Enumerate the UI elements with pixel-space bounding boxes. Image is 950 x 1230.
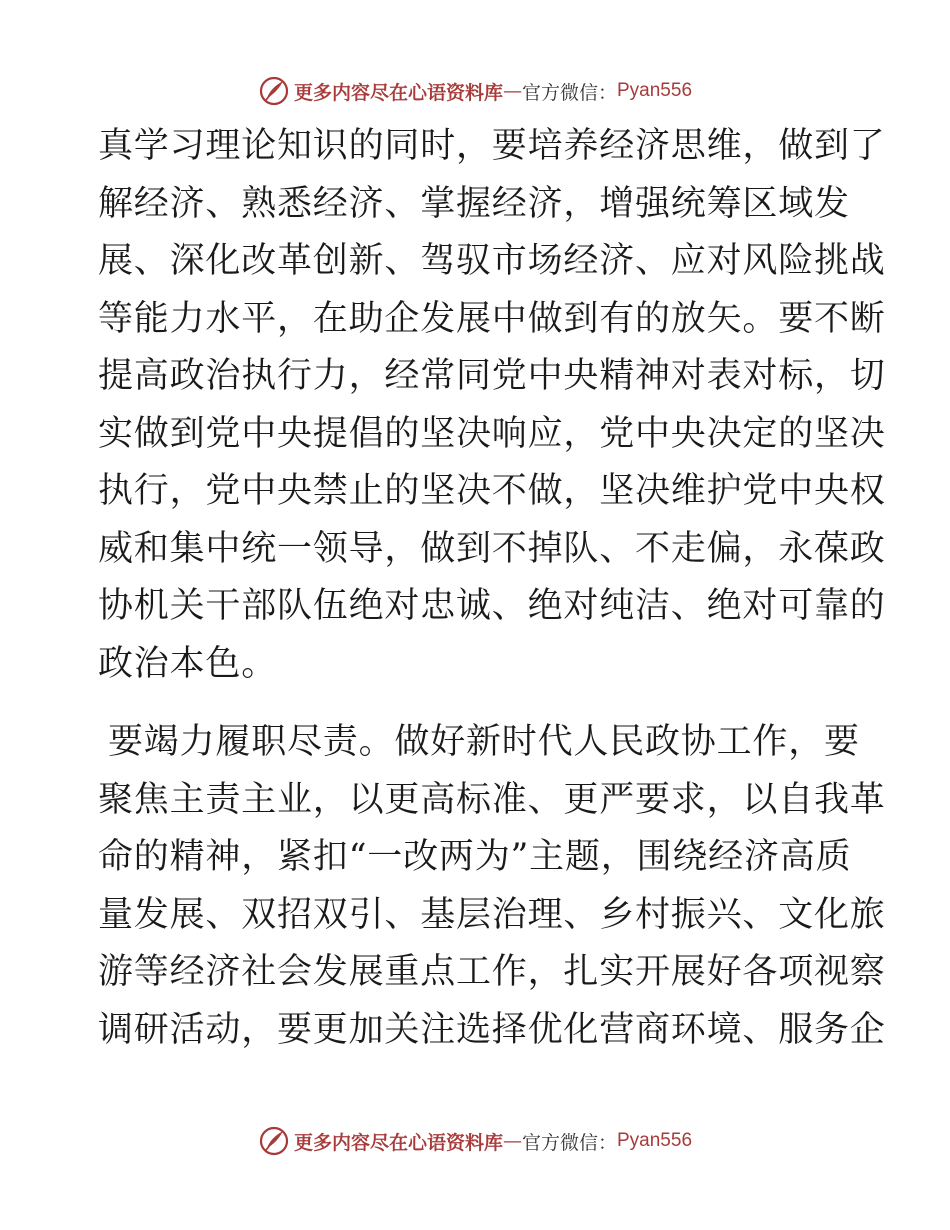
- text-line: 协机关干部队伍绝对忠诚、绝对纯洁、绝对可靠的: [98, 586, 886, 626]
- text-line: 执行，党中央禁止的坚决不做，坚决维护党中央权: [98, 471, 886, 511]
- quill-circle-icon: [258, 75, 290, 107]
- watermark-separator: —: [502, 80, 522, 102]
- text-line: 命的精神，紧扣“一改两为”主题，围绕经济高质: [98, 837, 852, 877]
- text-line: 政治本色。: [98, 643, 278, 684]
- footer-watermark: [0, 1124, 950, 1158]
- text-line: 等能力水平，在助企发展中做到有的放矢。要不断: [98, 298, 886, 339]
- text-line: 提高政治执行力，经常同党中央精神对表对标，切: [98, 356, 886, 396]
- watermark-wechat-label: 官方微信：: [521, 1131, 617, 1154]
- paragraph: [98, 118, 886, 693]
- text-line: 聚焦主责主业，以更高标准、更严要求，以自我革: [98, 779, 886, 820]
- text-line: 威和集中统一领导，做到不掉队、不走偏，永葆政: [98, 528, 886, 569]
- document-body: [98, 118, 886, 1059]
- header-watermark: [0, 74, 950, 108]
- text-line: 游等经济社会发展重点工作，扎实开展好各项视察: [98, 952, 886, 992]
- watermark-wechat-label: 官方微信：: [521, 81, 617, 104]
- quill-circle-icon: [258, 1125, 290, 1157]
- paragraph-gap: [98, 693, 858, 714]
- text-line: 真学习理论知识的同时，要培养经济思维，做到了: [98, 126, 886, 166]
- paragraph: [98, 714, 886, 1059]
- watermark-brand: 更多内容尽在心语资料库: [293, 81, 503, 104]
- text-line: 展、深化改革创新、驾驭市场经济、应对风险挑战: [98, 241, 886, 281]
- text-line: 要竭力履职尽责。做好新时代人民政协工作，要: [108, 722, 860, 762]
- watermark-wechat-id: Pyan556: [617, 1130, 693, 1151]
- text-line: 解经济、熟悉经济、掌握经济，增强统筹区域发: [98, 183, 850, 224]
- text-line: 实做到党中央提倡的坚决响应，党中央决定的坚决: [98, 413, 886, 454]
- watermark-brand: 更多内容尽在心语资料库: [293, 1131, 503, 1154]
- text-line: 量发展、双招双引、基层治理、乡村振兴、文化旅: [98, 894, 886, 935]
- watermark-separator: —: [502, 1130, 522, 1152]
- text-line: 调研活动，要更加关注选择优化营商环境、服务企: [98, 1009, 886, 1050]
- watermark-wechat-id: Pyan556: [617, 80, 693, 101]
